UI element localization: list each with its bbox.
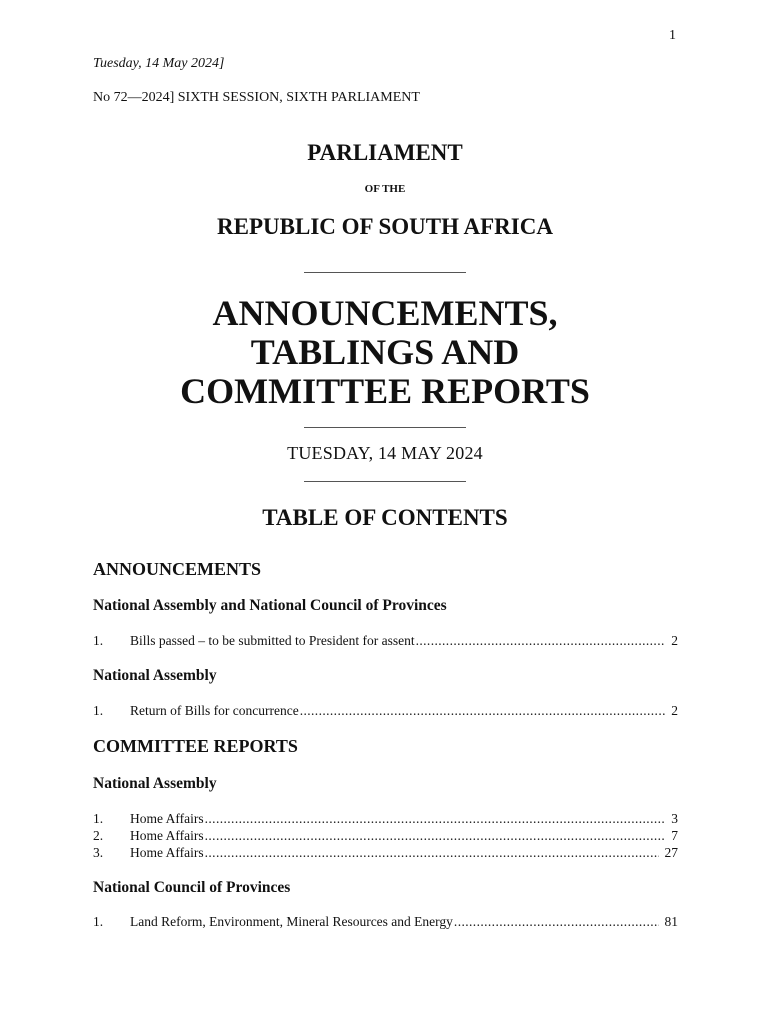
toc-entry-title: Land Reform, Environment, Mineral Resources and Energy (130, 914, 453, 929)
dot-leader (205, 811, 666, 827)
toc-entry-page: 3 (671, 811, 678, 826)
section-announcements: ANNOUNCEMENTS (93, 559, 262, 579)
header-session: No 72—2024] SIXTH SESSION, SIXTH PARLIAMENT (93, 90, 420, 105)
subsection-national-assembly: National Assembly (93, 667, 217, 684)
toc-entry[interactable] (93, 914, 678, 932)
subsection-national-assembly: National Assembly (93, 775, 217, 792)
toc-entry-number: 1. (93, 633, 104, 648)
main-title-line-3: COMMITTEE REPORTS (180, 371, 590, 411)
dot-leader (454, 914, 659, 930)
toc-entry[interactable] (93, 703, 678, 721)
toc-entry-page: 7 (671, 828, 678, 843)
dot-leader (205, 845, 659, 861)
dot-leader (300, 703, 666, 719)
toc-entry-page: 81 (664, 914, 678, 929)
main-title (0, 294, 770, 411)
toc-entry-title: Home Affairs (130, 845, 204, 860)
subsection-joint: National Assembly and National Council of Provinces (93, 597, 447, 614)
toc-entry-number: 1. (93, 703, 104, 718)
toc-entry-number: 2. (93, 828, 104, 843)
header-dateline: Tuesday, 14 May 2024] (93, 56, 225, 71)
main-title-line-1: ANNOUNCEMENTS, (212, 293, 558, 333)
title-of-the: OF THE (364, 183, 406, 195)
toc-entry[interactable] (93, 845, 678, 863)
dot-leader (205, 828, 666, 844)
divider (304, 272, 466, 273)
toc-entry-title: Home Affairs (130, 828, 204, 843)
title-republic: REPUBLIC OF SOUTH AFRICA (217, 214, 553, 239)
toc-entry-number: 1. (93, 811, 104, 826)
toc-entry-title: Return of Bills for concurrence (130, 703, 299, 718)
toc-entry-title: Bills passed – to be submitted to President for assent (130, 633, 415, 648)
issue-date: TUESDAY, 14 MAY 2024 (287, 443, 483, 463)
toc-entry[interactable] (93, 633, 678, 651)
dot-leader (416, 633, 666, 649)
toc-entry[interactable] (93, 828, 678, 846)
section-committee-reports: COMMITTEE REPORTS (93, 736, 298, 756)
toc-entry-page: 2 (671, 633, 678, 648)
divider (304, 481, 466, 482)
main-title-line-2: TABLINGS AND (250, 332, 520, 372)
divider (304, 427, 466, 428)
toc-entry-number: 3. (93, 845, 104, 860)
subsection-ncop: National Council of Provinces (93, 879, 291, 896)
toc-entry-page: 2 (671, 703, 678, 718)
toc-entry-number: 1. (93, 914, 104, 929)
toc-entry[interactable] (93, 811, 678, 829)
page-number: 1 (669, 28, 676, 43)
title-parliament: PARLIAMENT (307, 140, 463, 165)
toc-entry-title: Home Affairs (130, 811, 204, 826)
toc-entry-page: 27 (664, 845, 678, 860)
toc-heading: TABLE OF CONTENTS (262, 505, 508, 530)
